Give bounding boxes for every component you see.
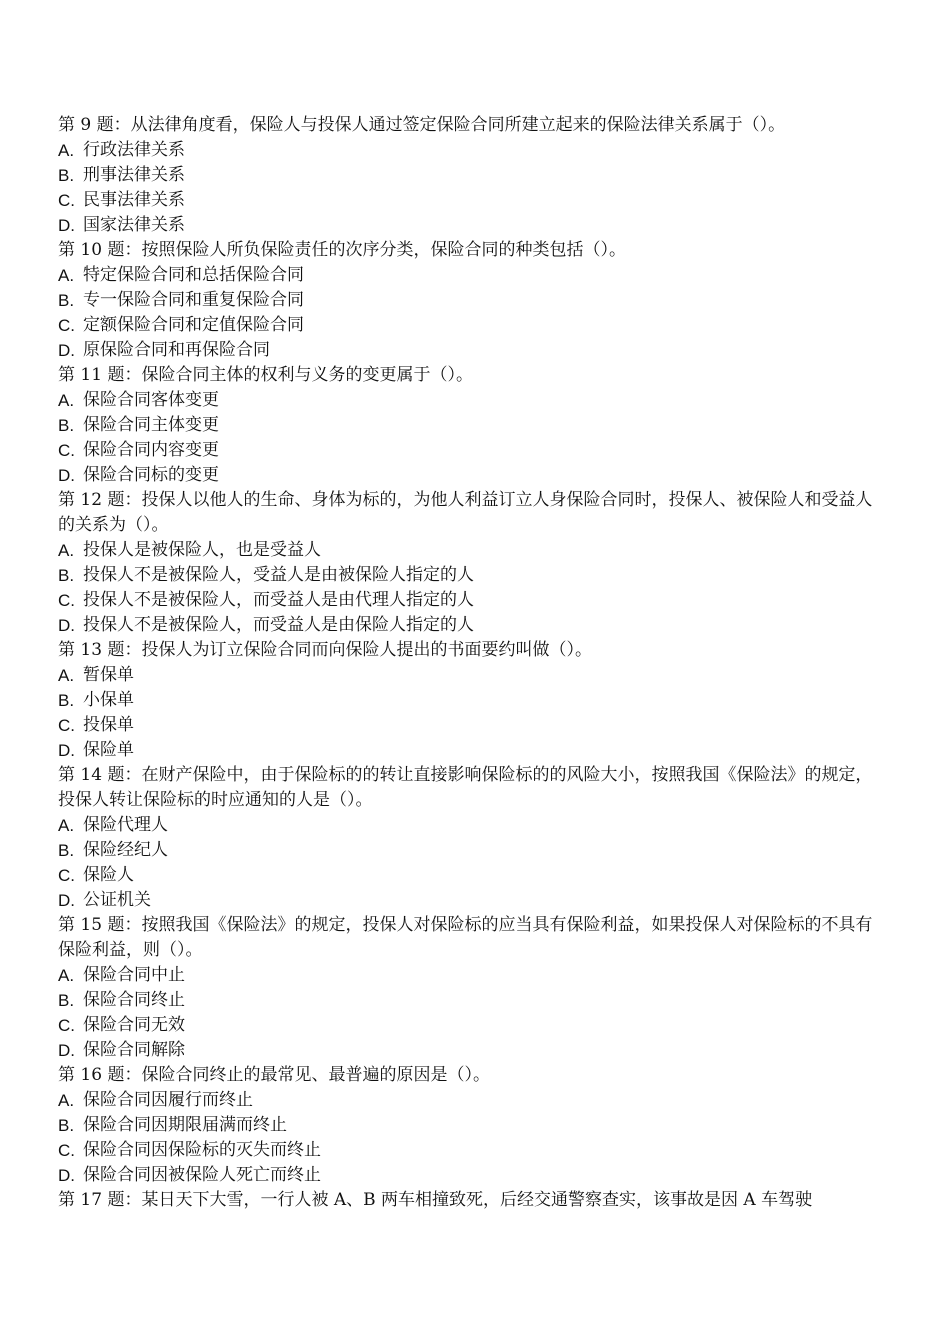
option-b	[58, 1113, 888, 1138]
option-list	[58, 138, 888, 238]
option-text: 投保单	[83, 715, 134, 735]
option-text: 投保人不是被保险人，而受益人是由代理人指定的人	[83, 590, 474, 610]
option-d	[58, 1163, 888, 1188]
option-letter: C.	[58, 716, 75, 735]
option-d	[58, 888, 888, 913]
option-letter: B.	[58, 416, 75, 435]
option-letter: D.	[58, 341, 75, 360]
option-text: 保险合同客体变更	[83, 390, 219, 410]
option-b	[58, 563, 888, 588]
question-stem: 第 15 题：按照我国《保险法》的规定，投保人对保险标的应当具有保险利益，如果投保人对保险标的不具有保险利益，则（）。	[58, 915, 873, 960]
question-16	[58, 1063, 888, 1188]
question-11	[58, 363, 888, 488]
option-c	[58, 588, 888, 613]
option-text: 保险合同标的变更	[83, 465, 219, 485]
option-letter: D.	[58, 466, 75, 485]
option-list	[58, 1088, 888, 1188]
option-letter: D.	[58, 891, 75, 910]
option-list	[58, 963, 888, 1063]
option-text: 保险合同因期限届满而终止	[83, 1115, 287, 1135]
question-15	[58, 913, 888, 1063]
option-c	[58, 313, 888, 338]
option-a	[58, 538, 888, 563]
question-9	[58, 113, 888, 238]
option-a	[58, 963, 888, 988]
option-text: 投保人不是被保险人，而受益人是由保险人指定的人	[83, 615, 474, 635]
question-13	[58, 638, 888, 763]
question-stem: 第 14 题：在财产保险中，由于保险标的的转让直接影响保险标的的风险大小，按照我国《保险法》的规定，投保人转让保险标的时应通知的人是（）。	[58, 765, 873, 810]
option-list	[58, 388, 888, 488]
option-list	[58, 263, 888, 363]
option-text: 行政法律关系	[83, 140, 185, 160]
option-text: 原保险合同和再保险合同	[83, 340, 270, 360]
option-b	[58, 288, 888, 313]
option-text: 保险合同中止	[83, 965, 185, 985]
option-b	[58, 413, 888, 438]
option-a	[58, 388, 888, 413]
option-a	[58, 663, 888, 688]
option-letter: C.	[58, 191, 75, 210]
question-stem: 第 10 题：按照保险人所负保险责任的次序分类，保险合同的种类包括（）。	[58, 240, 626, 260]
option-text: 保险经纪人	[83, 840, 168, 860]
option-d	[58, 1038, 888, 1063]
option-letter: A.	[58, 541, 75, 560]
option-a	[58, 813, 888, 838]
option-letter: C.	[58, 1141, 75, 1160]
option-text: 保险合同终止	[83, 990, 185, 1010]
question-stem: 第 12 题：投保人以他人的生命、身体为标的，为他人利益订立人身保险合同时，投保人、被保险人和受益人的关系为（）。	[58, 490, 873, 535]
option-d	[58, 613, 888, 638]
option-letter: B.	[58, 166, 75, 185]
option-a	[58, 263, 888, 288]
option-b	[58, 988, 888, 1013]
option-text: 刑事法律关系	[83, 165, 185, 185]
option-text: 保险合同无效	[83, 1015, 185, 1035]
option-letter: C.	[58, 441, 75, 460]
option-a	[58, 138, 888, 163]
option-letter: B.	[58, 691, 75, 710]
option-text: 国家法律关系	[83, 215, 185, 235]
option-b	[58, 838, 888, 863]
option-text: 保险合同主体变更	[83, 415, 219, 435]
option-letter: D.	[58, 741, 75, 760]
option-letter: A.	[58, 666, 75, 685]
option-letter: D.	[58, 616, 75, 635]
option-letter: B.	[58, 991, 75, 1010]
option-a	[58, 1088, 888, 1113]
option-text: 暂保单	[83, 665, 134, 685]
option-text: 特定保险合同和总括保险合同	[83, 265, 304, 285]
option-d	[58, 338, 888, 363]
option-text: 投保人是被保险人，也是受益人	[83, 540, 321, 560]
option-letter: C.	[58, 1016, 75, 1035]
option-c	[58, 438, 888, 463]
option-text: 保险合同解除	[83, 1040, 185, 1060]
option-letter: C.	[58, 316, 75, 335]
question-10	[58, 238, 888, 363]
option-text: 公证机关	[83, 890, 151, 910]
question-stem: 第 17 题：某日天下大雪，一行人被 A、B 两车相撞致死，后经交通警察查实，该事故是因 A 车驾驶	[58, 1190, 813, 1210]
option-text: 保险合同因履行而终止	[83, 1090, 253, 1110]
option-letter: C.	[58, 866, 75, 885]
option-d	[58, 463, 888, 488]
option-text: 民事法律关系	[83, 190, 185, 210]
option-text: 专一保险合同和重复保险合同	[83, 290, 304, 310]
option-c	[58, 1138, 888, 1163]
option-d	[58, 213, 888, 238]
option-letter: A.	[58, 1091, 75, 1110]
option-letter: D.	[58, 1041, 75, 1060]
option-letter: B.	[58, 291, 75, 310]
option-c	[58, 863, 888, 888]
option-letter: B.	[58, 841, 75, 860]
option-text: 保险合同因保险标的灭失而终止	[83, 1140, 321, 1160]
option-text: 保险合同因被保险人死亡而终止	[83, 1165, 321, 1185]
option-c	[58, 188, 888, 213]
option-text: 投保人不是被保险人，受益人是由被保险人指定的人	[83, 565, 474, 585]
option-letter: A.	[58, 266, 75, 285]
option-letter: D.	[58, 216, 75, 235]
option-text: 保险人	[83, 865, 134, 885]
question-stem: 第 16 题：保险合同终止的最常见、最普遍的原因是（）。	[58, 1065, 490, 1085]
option-b	[58, 163, 888, 188]
option-c	[58, 1013, 888, 1038]
option-b	[58, 688, 888, 713]
option-list	[58, 663, 888, 763]
option-d	[58, 738, 888, 763]
option-text: 定额保险合同和定值保险合同	[83, 315, 304, 335]
option-list	[58, 538, 888, 638]
option-text: 保险合同内容变更	[83, 440, 219, 460]
option-text: 保险单	[83, 740, 134, 760]
option-c	[58, 713, 888, 738]
option-text: 保险代理人	[83, 815, 168, 835]
option-letter: A.	[58, 391, 75, 410]
question-stem: 第 9 题：从法律角度看，保险人与投保人通过签定保险合同所建立起来的保险法律关系属于（）。	[58, 115, 786, 135]
option-letter: A.	[58, 966, 75, 985]
question-17	[58, 1188, 888, 1213]
option-text: 小保单	[83, 690, 134, 710]
option-letter: B.	[58, 566, 75, 585]
document-page	[58, 113, 888, 1213]
question-stem: 第 11 题：保险合同主体的权利与义务的变更属于（）。	[58, 365, 473, 385]
question-12	[58, 488, 888, 638]
option-letter: A.	[58, 816, 75, 835]
question-14	[58, 763, 888, 913]
option-list	[58, 813, 888, 913]
option-letter: B.	[58, 1116, 75, 1135]
option-letter: A.	[58, 141, 75, 160]
question-stem: 第 13 题：投保人为订立保险合同而向保险人提出的书面要约叫做（）。	[58, 640, 592, 660]
option-letter: C.	[58, 591, 75, 610]
option-letter: D.	[58, 1166, 75, 1185]
